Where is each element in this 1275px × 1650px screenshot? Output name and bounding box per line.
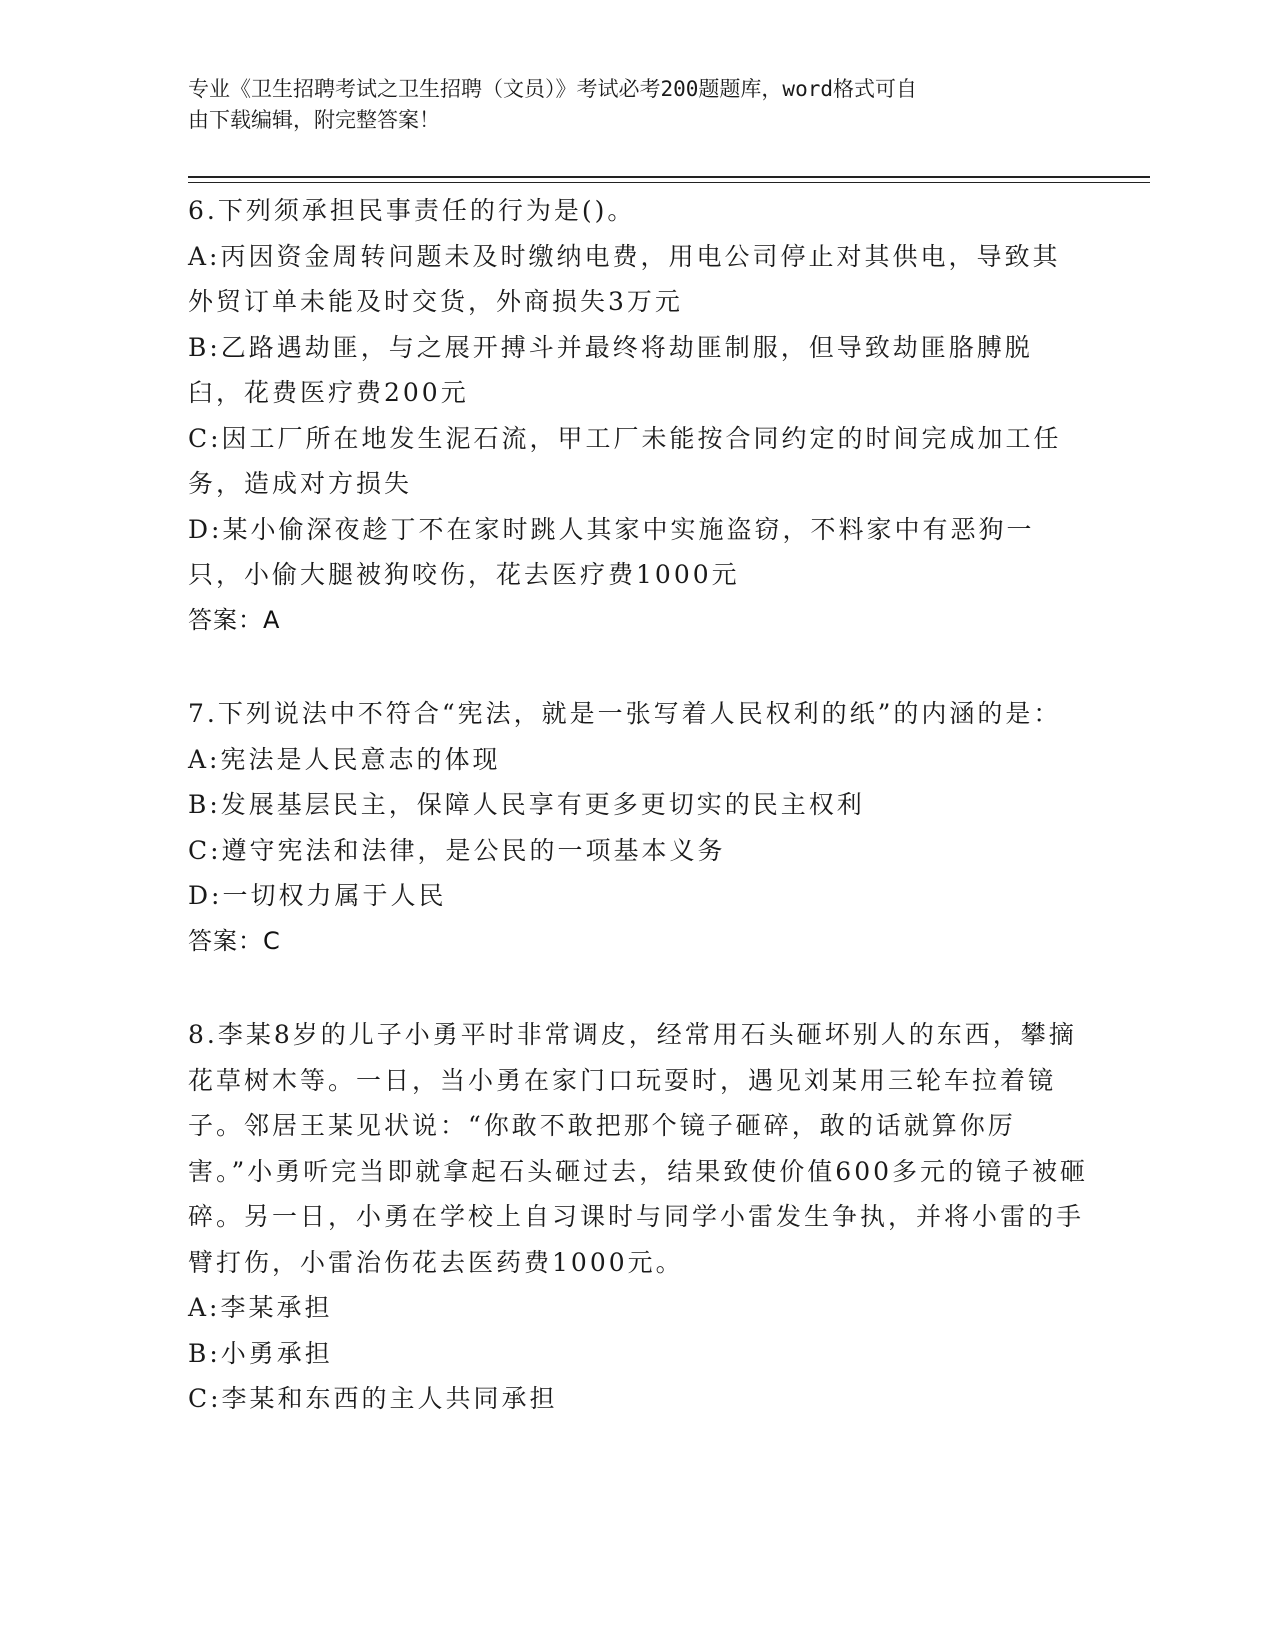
answer-label: 答案：C	[188, 926, 281, 955]
option-d: D:一切权力属于人民	[188, 881, 447, 910]
question-7	[188, 691, 1088, 964]
option-b: B:乙路遇劫匪，与之展开搏斗并最终将劫匪制服，但导致劫匪胳膊脱臼，花费医疗费200元	[188, 332, 1033, 407]
question-8	[188, 1012, 1088, 1422]
header-line-1: 专业《卫生招聘考试之卫生招聘（文员）》考试必考200题题库，word格式可自	[188, 77, 917, 101]
document-header	[188, 74, 1068, 136]
option-a: A:丙因资金周转问题未及时缴纳电费，用电公司停止对其供电，导致其外贸订单未能及时交货，外商损失3万元	[188, 241, 1061, 316]
option-b: B:小勇承担	[188, 1338, 333, 1368]
header-line-2: 由下载编辑，附完整答案！	[188, 108, 440, 132]
question-stem: 6.下列须承担民事责任的行为是()。	[188, 196, 636, 225]
option-d: D:某小偷深夜趁丁不在家时跳人其家中实施盗窃，不料家中有恶狗一只，小偷大腿被狗咬伤，花去医疗费1000元	[188, 514, 1035, 589]
header-rule-thin	[188, 182, 1150, 183]
option-c: C:李某和东西的主人共同承担	[188, 1384, 558, 1413]
option-c: C:遵守宪法和法律，是公民的一项基本义务	[188, 835, 726, 865]
option-a: A:宪法是人民意志的体现	[188, 744, 501, 774]
option-a: A:李某承担	[188, 1293, 333, 1322]
header-rule-thick	[188, 176, 1150, 178]
option-b: B:发展基层民主，保障人民享有更多更切实的民主权利	[188, 790, 865, 819]
question-list	[188, 188, 1088, 1470]
option-c: C:因工厂所在地发生泥石流，甲工厂未能按合同约定的时间完成加工任务，造成对方损失	[188, 423, 1062, 498]
question-stem: 7.下列说法中不符合“宪法，就是一张写着人民权利的纸”的内涵的是：	[188, 699, 1062, 728]
question-6	[188, 188, 1088, 643]
answer-label: 答案：A	[188, 605, 281, 634]
question-stem: 8.李某8岁的儿子小勇平时非常调皮，经常用石头砸坏别人的东西，攀摘花草树木等。一日，当小勇在家门口玩耍时，遇见刘某用三轮车拉着镜子。邻居王某见状说：“你敢不敢把那个镜子砸碎，敢的话就算你厉害。”小勇听完当即就拿起石头砸过去，结果致使价值600多元的镜子被砸碎。另一日，小勇在学校上自习课时与同学小雷发生争执，并将小雷的手臂打伤，小雷治伤花去医药费1000元。	[188, 1020, 1089, 1277]
